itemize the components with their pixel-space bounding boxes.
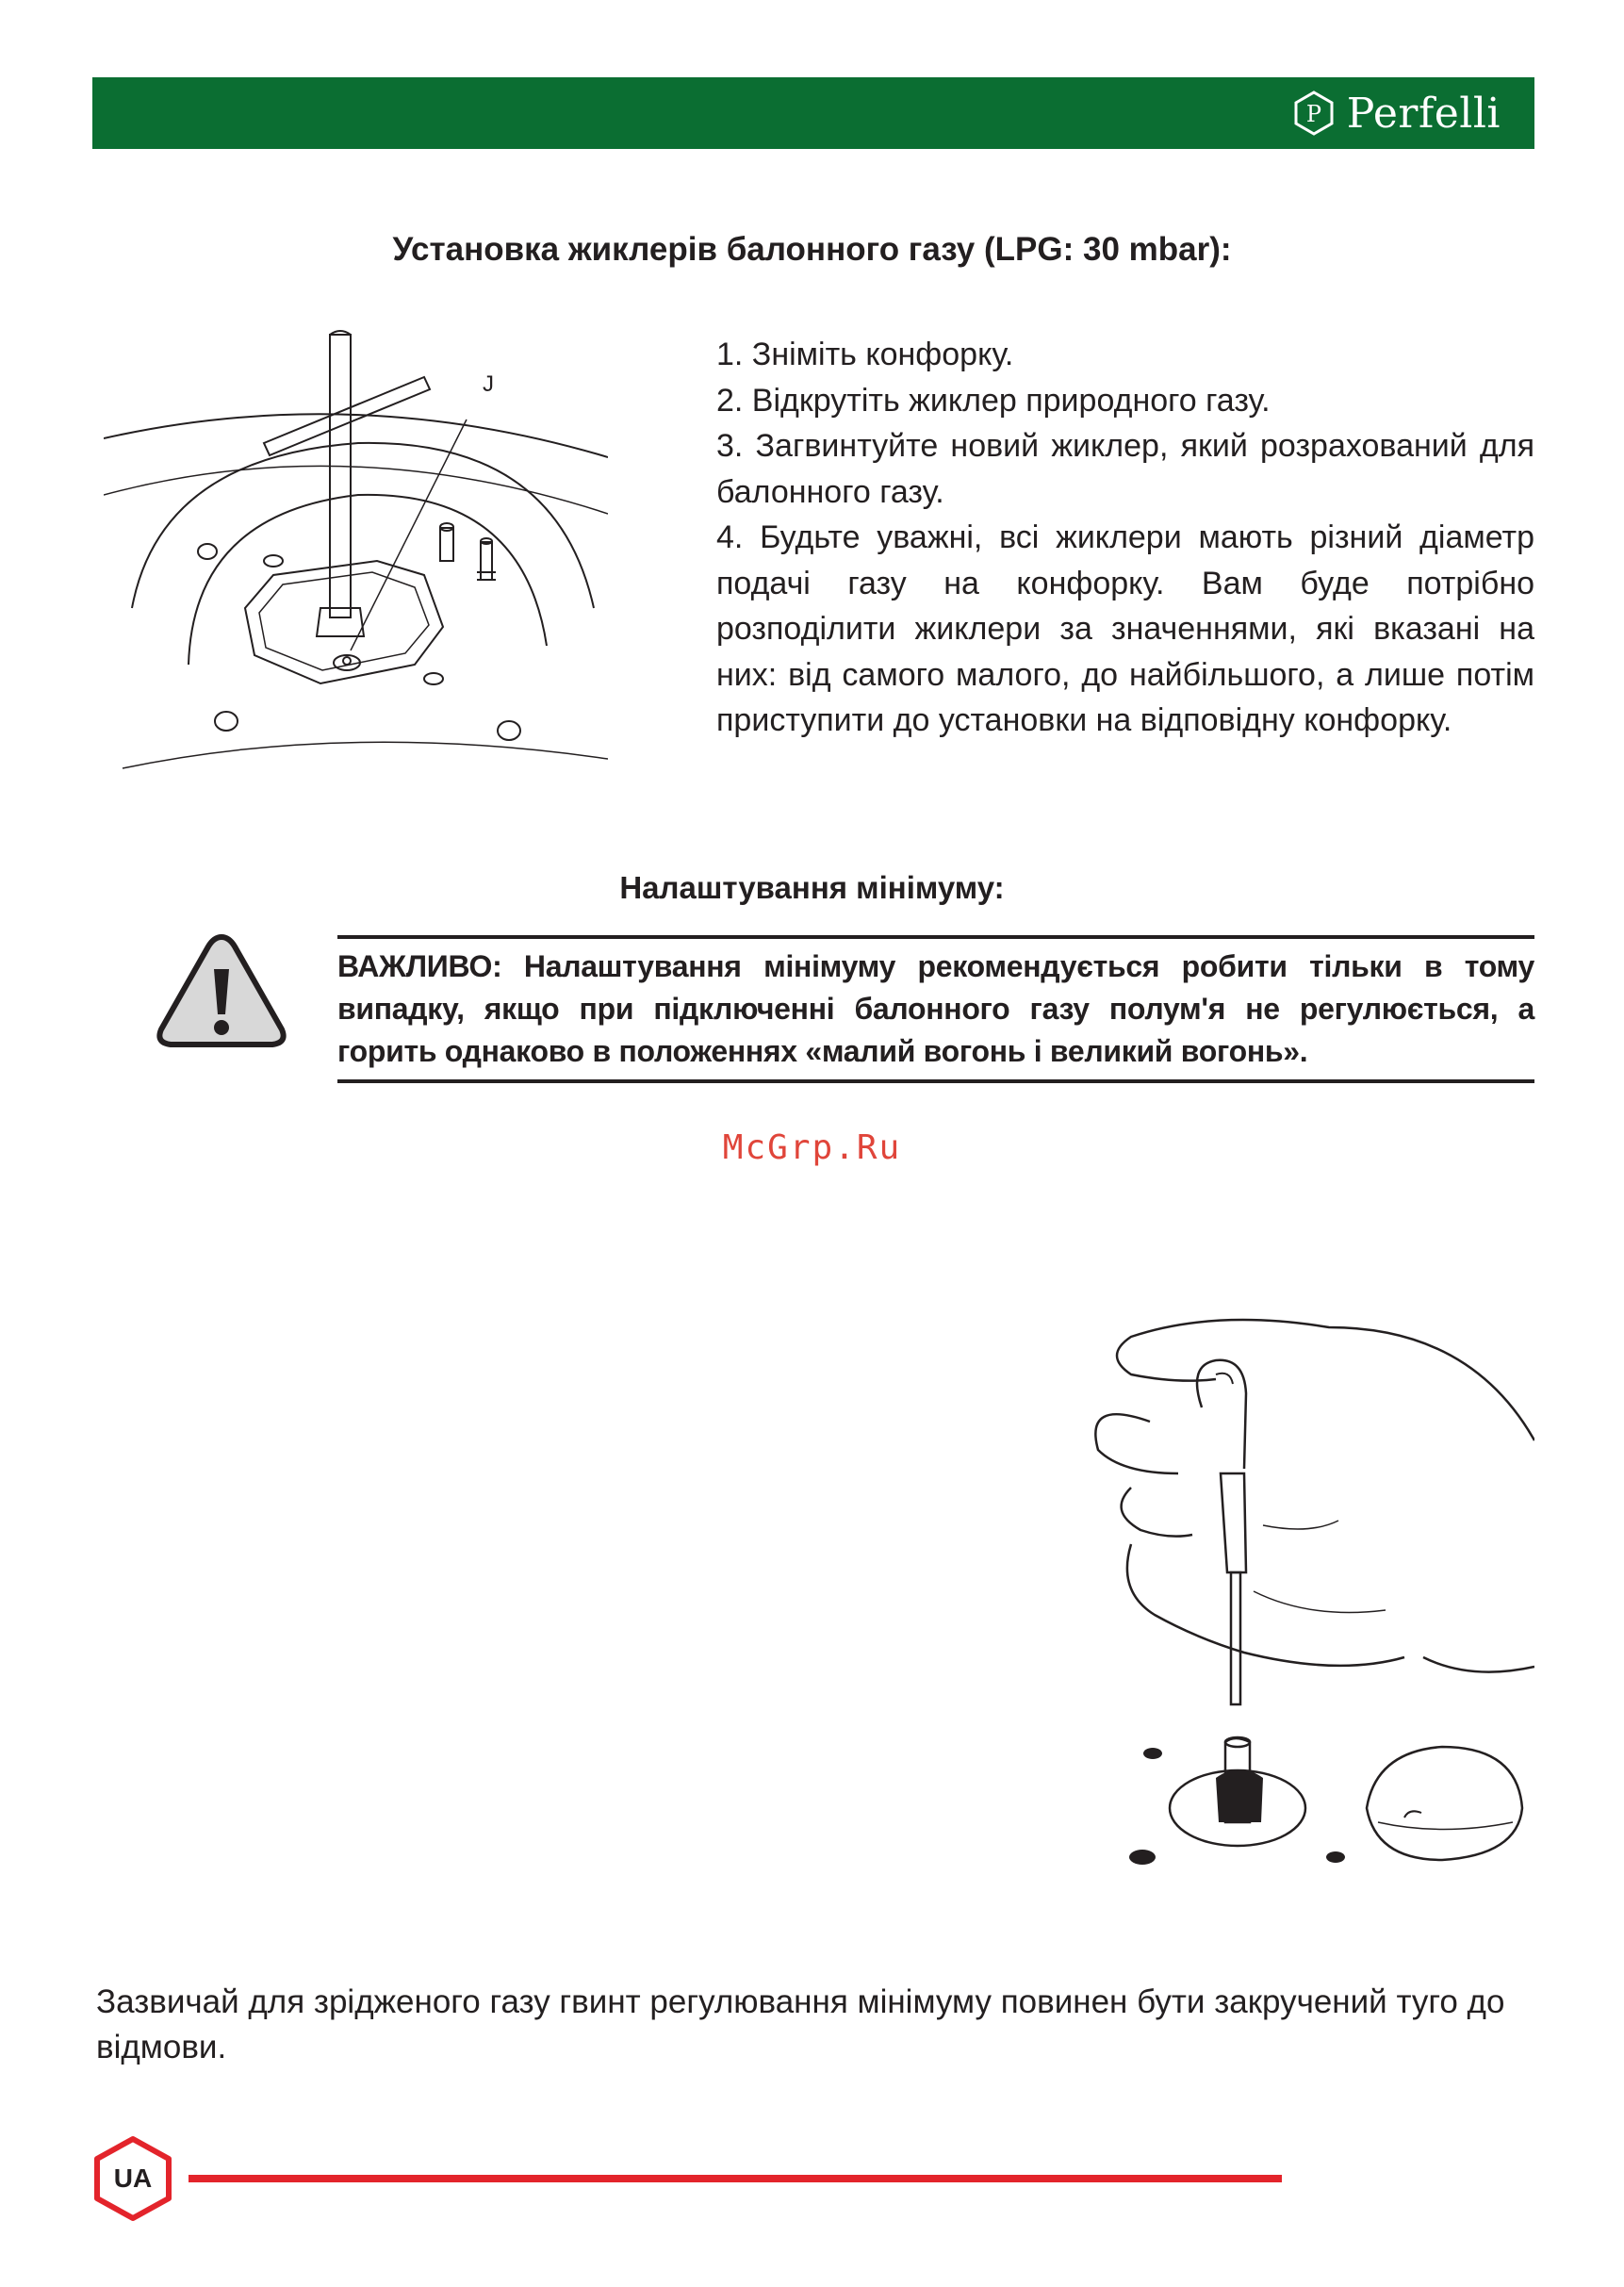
warning-body: Налаштування мінімуму рекомендується робити тільки в тому випадку, якщо при підключенні балонного газу полум'я не регулюється, а горить однаково в положеннях «малий вогонь і великий вогонь». [337, 949, 1535, 1068]
brand-logo-letter: P [1305, 101, 1321, 127]
footer-accent-line [189, 2175, 1282, 2182]
warning-rule-bottom [337, 1079, 1534, 1083]
brand-logo [1290, 89, 1501, 138]
step-item: 1. Зніміть конфорку. [716, 337, 1014, 372]
warning-icon [156, 931, 287, 1050]
jet-replacement-illustration [104, 325, 608, 787]
watermark: McGrp.Ru [722, 1128, 902, 1167]
warning-text-block [337, 946, 1534, 1073]
step-item: 3. Загвинтуйте новий жиклер, який розрахований для балонного газу. [716, 428, 1534, 510]
warning-label: ВАЖЛИВО: [337, 949, 502, 983]
step-item: 4. Будьте уважні, всі жиклери мають різний діаметр подачі газу на конфорку. Вам буде потрібно розподілити жиклери за значеннями, які вказані на них: від самого малого, до найбільшого, а лише потім приступити до установки на відповідну конфорку. [716, 519, 1534, 738]
section-title-jets: Установка жиклерів балонного газу (LPG: 30 mbar): [392, 231, 1232, 268]
adjustment-note: Зазвичай для зрідженого газу гвинт регулювання мінімуму повинен бути закручений туго до відмови. [96, 1983, 1505, 2065]
language-badge-text: UA [113, 2164, 153, 2193]
brand-name: Perfelli [1346, 89, 1501, 138]
steps-list [716, 332, 1534, 744]
section-title-minimum: Налаштування мінімуму: [619, 870, 1005, 905]
brand-logo-icon [1290, 90, 1337, 137]
header-bar [92, 77, 1534, 149]
language-badge [92, 2135, 173, 2222]
warning-rule-top [337, 935, 1534, 939]
step-item: 2. Відкрутіть жиклер природного газу. [716, 382, 1271, 419]
figure-label-j: J [483, 371, 494, 397]
minimum-adjustment-illustration [1027, 1308, 1534, 1902]
